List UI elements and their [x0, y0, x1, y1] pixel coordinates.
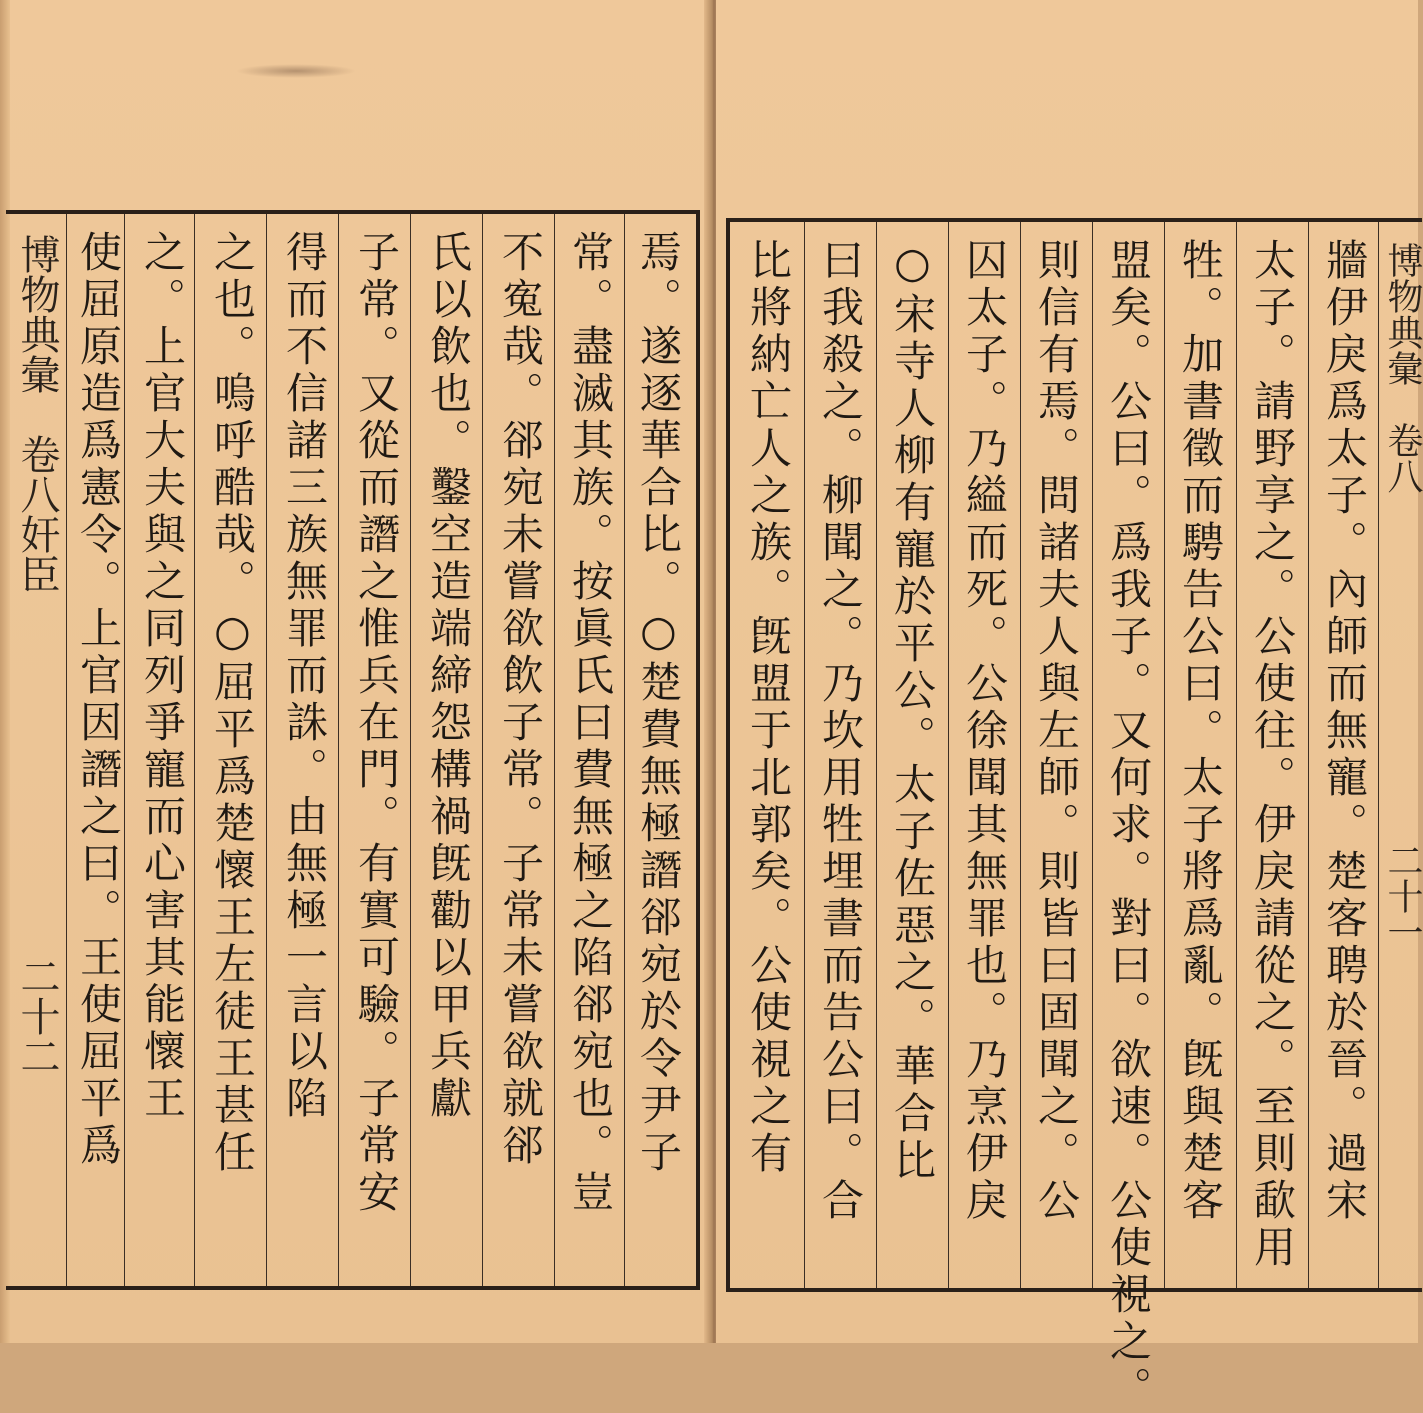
- text-column: 氏以飲也。鑿空造端締怨構禍旣勸以甲兵獻: [424, 230, 473, 1123]
- column-rule: [1308, 222, 1309, 1288]
- right-margin-column: [1382, 242, 1422, 1278]
- text-column: 使屈原造爲憲令。上官因譖之曰。王使屈平爲: [74, 230, 123, 1170]
- book-title: 博物典彙: [1382, 242, 1423, 386]
- ink-stain: [236, 64, 356, 78]
- book-title: 博物典彙: [14, 234, 60, 394]
- column-rule: [1020, 222, 1021, 1288]
- volume-label: 卷八: [1382, 422, 1423, 494]
- text-column: 囚太子。乃縊而死。公徐聞其無罪也。乃烹伊戾: [960, 238, 1009, 1225]
- text-column: 牆伊戾爲太子。內師而無寵。楚客聘於晉。過宋: [1320, 238, 1369, 1225]
- page-number: 二十一: [1382, 842, 1423, 950]
- column-rule: [482, 214, 483, 1286]
- text-column: 之。上官大夫與之同列爭寵而心害其能懷王: [138, 230, 187, 1123]
- text-column: 得而不信諸三族無罪而誅。由無極一言以陷: [280, 230, 329, 1123]
- column-rule: [1236, 222, 1237, 1288]
- page-number: 二十二: [14, 956, 60, 1076]
- column-rule: [948, 222, 949, 1288]
- left-page: [0, 0, 712, 1343]
- text-column: ○宋寺人柳有寵於平公。太子佐惡之。華合比: [888, 238, 937, 1185]
- right-page: [716, 0, 1423, 1413]
- text-column: 不寃哉。郤宛未嘗欲飲子常。子常未嘗欲就郤: [496, 230, 545, 1170]
- column-rule: [1164, 222, 1165, 1288]
- text-column: 比將納亡人之族。旣盟于北郭矣。公使視之有: [744, 238, 793, 1178]
- text-column: 焉。遂逐華合比。○楚費無極譖郤宛於令尹子: [634, 230, 683, 1177]
- column-rule: [1092, 222, 1093, 1288]
- column-rule: [624, 214, 625, 1286]
- text-column: 曰我殺之。柳聞之。乃坎用牲埋書而告公曰。合: [816, 238, 865, 1225]
- text-column: 常。盡滅其族。按眞氏曰費無極之陷郤宛也。豈: [566, 230, 615, 1217]
- column-rule: [1378, 222, 1379, 1288]
- column-rule: [804, 222, 805, 1288]
- right-page-number: [1382, 842, 1422, 962]
- column-rule: [410, 214, 411, 1286]
- left-text-frame: [6, 210, 700, 1290]
- text-column: 太子。請野享之。公使往。伊戾請從之。至則歃用: [1248, 238, 1297, 1272]
- left-page-number: [8, 956, 66, 1156]
- text-column: 牲。加書徵而騁告公曰。太子將爲亂。旣與楚客: [1176, 238, 1225, 1225]
- volume-label: 卷八: [14, 434, 60, 514]
- column-rule: [554, 214, 555, 1286]
- text-column: 盟矣。公曰。爲我子。又何求。對曰。欲速。公使視之。: [1104, 238, 1153, 1413]
- text-column: 則信有焉。問諸夫人與左師。則皆曰固聞之。公: [1032, 238, 1081, 1225]
- section-label: 奸臣: [14, 514, 60, 594]
- right-text-frame: [726, 218, 1423, 1413]
- text-column: 子常。又從而譖之惟兵在門。有實可驗。子常安: [352, 230, 401, 1217]
- column-rule: [338, 214, 339, 1286]
- text-column: 之也。嗚呼酷哉。○屈平爲楚懷王左徒王甚任: [208, 230, 257, 1177]
- column-rule: [266, 214, 267, 1286]
- column-rule: [876, 222, 877, 1288]
